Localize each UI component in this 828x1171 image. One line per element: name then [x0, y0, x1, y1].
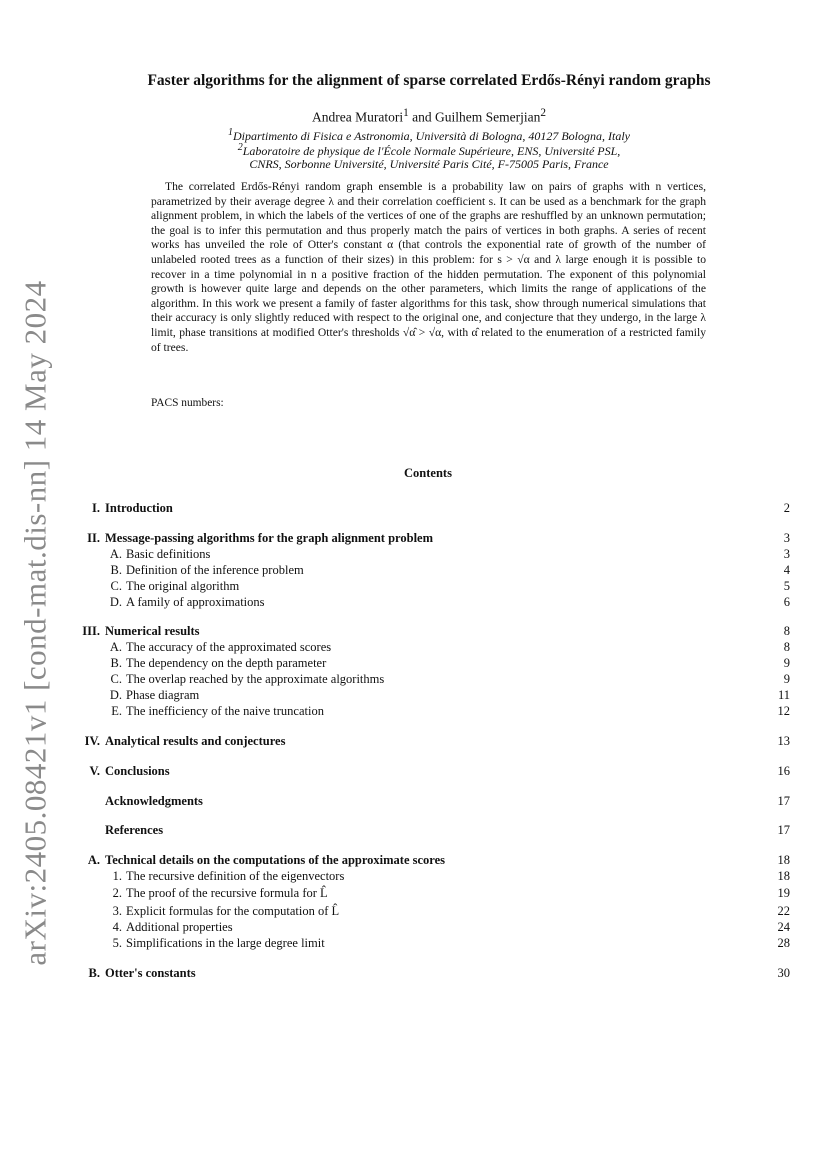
- toc-entry-title: References: [105, 823, 164, 837]
- toc-entry-number: C.: [110, 672, 122, 686]
- affiliation-2-mark: 2: [237, 142, 243, 153]
- toc-entry-number: 2.: [112, 886, 122, 900]
- toc-entry-page: 30: [777, 966, 790, 980]
- toc-entry[interactable]: [0, 823, 828, 839]
- author-1-affiliation-mark: 1: [403, 107, 409, 119]
- toc-entry-number: 3.: [112, 904, 122, 918]
- toc-entry-page: 8: [783, 640, 790, 654]
- toc-entry-page: 18: [777, 869, 790, 883]
- author-2: Guilhem Semerjian: [434, 109, 541, 125]
- toc-entry-title: Analytical results and conjectures: [105, 734, 286, 748]
- toc-entry-page: 9: [783, 656, 790, 670]
- toc-entry[interactable]: [0, 966, 828, 982]
- toc-entry-number: A.: [109, 547, 122, 561]
- affiliation-1-text: Dipartimento di Fisica e Astronomia, Università di Bologna, 40127 Bologna, Italy: [233, 129, 630, 143]
- toc-entry-page: 19: [777, 886, 790, 900]
- toc-entry[interactable]: [0, 563, 828, 579]
- toc-entry-page: 28: [777, 936, 790, 950]
- toc-entry[interactable]: [0, 531, 828, 547]
- toc-entry-page: 17: [777, 794, 790, 808]
- toc-entry-page: 2: [783, 501, 790, 515]
- author-line: [60, 107, 798, 126]
- toc-entry-title: A family of approximations: [126, 595, 265, 609]
- toc-entry-number: A.: [87, 853, 100, 867]
- author-1: Andrea Muratori: [312, 109, 404, 125]
- toc-entry-title: Basic definitions: [126, 547, 211, 561]
- toc-entry-number: A.: [109, 640, 122, 654]
- toc-entry-page: 3: [783, 547, 790, 561]
- toc-entry-title: The dependency on the depth parameter: [126, 656, 327, 670]
- toc-entry-number: V.: [89, 764, 100, 778]
- toc-entry-title: Numerical results: [105, 624, 200, 638]
- toc-entry-number: E.: [111, 704, 122, 718]
- toc-entry-number: D.: [109, 595, 122, 609]
- author-conjunction: and: [408, 109, 435, 125]
- toc-entry-title: Phase diagram: [126, 688, 200, 702]
- toc-entry-title: Message-passing algorithms for the graph alignment problem: [105, 531, 434, 545]
- toc-entry-number: C.: [110, 579, 122, 593]
- toc-entry[interactable]: [0, 853, 828, 869]
- contents-heading: Contents: [404, 466, 452, 480]
- abstract: The correlated Erdős-Rényi random graph ensemble is a probability law on pairs of graphs with n vertices, parametrized by their average degree λ and their correlation coefficient s. It can be used as a benchmark for the graph alignment problem, in which the labels of the vertices of one of the graphs are reshuffled by an unknown permutation; the goal is to infer this permutation and thus properly match the pairs of vertices in both graphs. A series of recent works has unveiled the role of Otter's constant α (that controls the exponential rate of growth of the number of unlabeled rooted trees as a function of their sizes) in this problem: for s > √α and λ large enough it is possible to recover in a time polynomial in n a positive fraction of the hidden permutation. The exponent of this polynomial growth is however quite large and depends on the other parameters, which limits the range of applications of the algorithm. In this work we present a family of faster algorithms for this task, show through numerical simulations that their accuracy is only slightly reduced with respect to the original one, and conjecture that they undergo, in the large λ limit, phase transitions at modified Otter's thresholds √α̂ > √α, with α̂ related to the enumeration of a restricted family of trees.: [151, 180, 706, 354]
- toc-entry[interactable]: [0, 640, 828, 656]
- toc-entry-title: The overlap reached by the approximate algorithms: [126, 672, 385, 686]
- toc-entry-title: The proof of the recursive formula for L̂: [126, 886, 328, 900]
- toc-entry[interactable]: [0, 734, 828, 750]
- toc-entry-title: Conclusions: [105, 764, 170, 778]
- toc-entry-page: 4: [783, 563, 790, 577]
- toc-entry[interactable]: [0, 579, 828, 595]
- toc-entry-title: Additional properties: [126, 920, 233, 934]
- toc-entry[interactable]: [0, 595, 828, 611]
- toc-entry-page: 13: [777, 734, 790, 748]
- toc-entry-number: II.: [87, 531, 100, 545]
- toc-entry-title: Definition of the inference problem: [126, 563, 304, 577]
- toc-entry[interactable]: [0, 904, 828, 920]
- paper-title: Faster algorithms for the alignment of sparse correlated Erdős-Rényi random graphs: [147, 72, 711, 89]
- toc-entry-page: 8: [783, 624, 790, 638]
- toc-entry[interactable]: [0, 547, 828, 563]
- toc-entry-page: 12: [777, 704, 790, 718]
- toc-entry[interactable]: [0, 764, 828, 780]
- toc-entry[interactable]: [0, 624, 828, 640]
- arxiv-sidebar-stamp: [2, 280, 70, 966]
- toc-entry-number: B.: [88, 966, 100, 980]
- toc-entry-number: B.: [110, 563, 122, 577]
- toc-entry-page: 11: [777, 688, 790, 702]
- author-2-affiliation-mark: 2: [540, 107, 546, 119]
- toc-entry-page: 16: [777, 764, 790, 778]
- toc-entry-title: Technical details on the computations of the approximate scores: [105, 853, 446, 867]
- toc-entry-title: The inefficiency of the naive truncation: [126, 704, 324, 718]
- toc-entry-title: Acknowledgments: [105, 794, 203, 808]
- toc-entry-title: Otter's constants: [105, 966, 196, 980]
- toc-entry[interactable]: [0, 656, 828, 672]
- toc-entry-page: 18: [777, 853, 790, 867]
- toc-entry[interactable]: [0, 501, 828, 517]
- toc-entry-number: IV.: [84, 734, 100, 748]
- toc-entry-page: 17: [777, 823, 790, 837]
- affiliation-2-text: Laboratoire de physique de l'École Normale Supérieure, ENS, Université PSL,: [242, 144, 621, 158]
- toc-entry-title: The recursive definition of the eigenvectors: [126, 869, 345, 883]
- toc-entry-number: III.: [82, 624, 100, 638]
- toc-entry[interactable]: [0, 886, 828, 902]
- toc-entry-page: 22: [777, 904, 790, 918]
- toc-entry-number: 4.: [112, 920, 122, 934]
- toc-entry-title: The accuracy of the approximated scores: [126, 640, 332, 654]
- toc-entry-title: Introduction: [105, 501, 173, 515]
- toc-entry[interactable]: [0, 920, 828, 936]
- affiliation-1-mark: 1: [228, 127, 233, 138]
- toc-entry-title: The original algorithm: [126, 579, 240, 593]
- toc-entry-number: B.: [110, 656, 122, 670]
- toc-entry-page: 6: [783, 595, 790, 609]
- toc-entry-number: I.: [92, 501, 100, 515]
- toc-entry-title: Simplifications in the large degree limit: [126, 936, 325, 950]
- affiliation-2-continued: CNRS, Sorbonne Université, Université Paris Cité, F-75005 Paris, France: [249, 157, 609, 171]
- toc-entry-number: 5.: [112, 936, 122, 950]
- toc-entry-page: 24: [777, 920, 790, 934]
- toc-entry-page: 5: [783, 579, 790, 593]
- toc-entry-page: 3: [783, 531, 790, 545]
- toc-entry-title: Explicit formulas for the computation of L̂: [126, 904, 340, 918]
- toc-entry[interactable]: [0, 869, 828, 885]
- toc-entry[interactable]: [0, 794, 828, 810]
- toc-entry[interactable]: [0, 688, 828, 704]
- toc-entry-page: 9: [783, 672, 790, 686]
- toc-entry[interactable]: [0, 704, 828, 720]
- pacs-numbers: PACS numbers:: [151, 397, 224, 409]
- toc-entry[interactable]: [0, 672, 828, 688]
- toc-entry-number: D.: [109, 688, 122, 702]
- toc-entry-number: 1.: [112, 869, 122, 883]
- arxiv-id-text: arXiv:2405.08421v1 [cond-mat.dis-nn] 14 May 2024: [18, 280, 54, 966]
- toc-entry[interactable]: [0, 936, 828, 952]
